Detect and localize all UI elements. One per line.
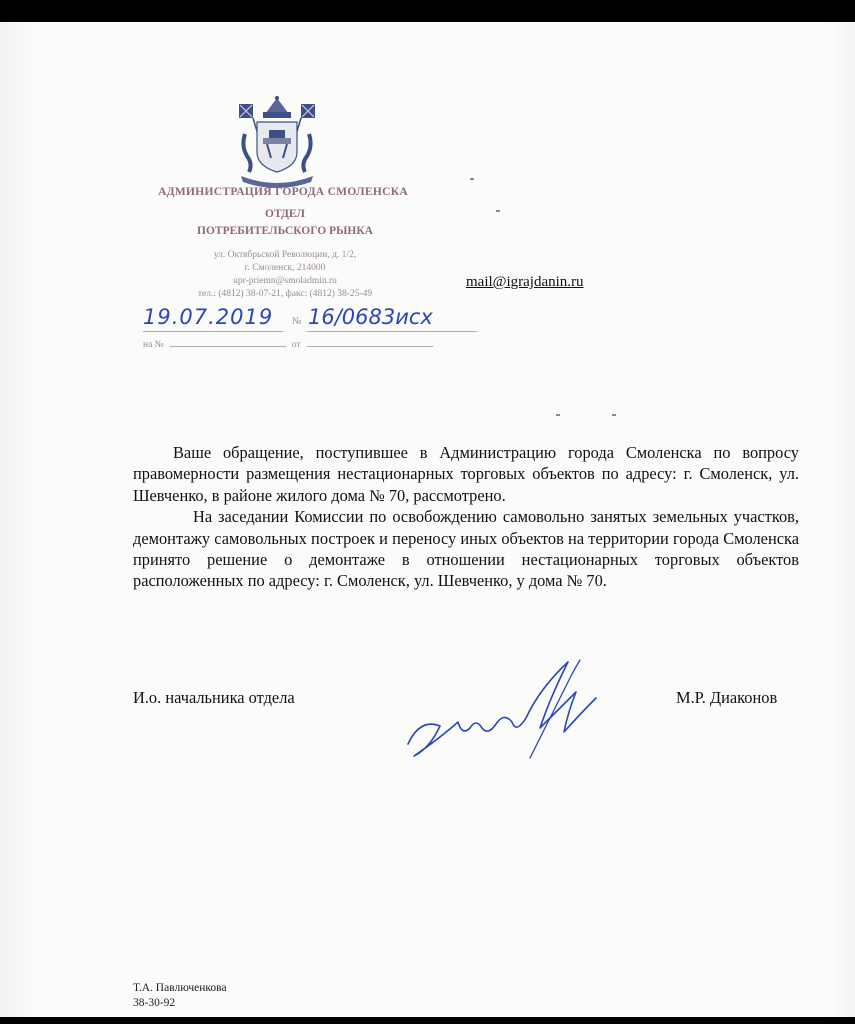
reference-row — [143, 340, 433, 350]
handwritten-signature — [400, 648, 620, 768]
recipient-email[interactable]: mail@igrajdanin.ru — [466, 274, 584, 290]
address-city: г. Смоленск, 214000 — [244, 263, 326, 273]
scan-shadow-left — [0, 22, 40, 1017]
handwritten-date: 19.07.2019 — [143, 305, 274, 329]
ref-date-blank — [307, 346, 433, 347]
number-underline — [307, 331, 477, 332]
executor-name: Т.А. Павлюченкова — [133, 982, 227, 994]
ref-number-label: на № — [143, 340, 164, 350]
redaction-artifact — [470, 178, 474, 180]
redaction-artifact — [496, 210, 500, 212]
address-phone-fax: тел.: (4812) 38-07-21, факс: (4812) 38-25-49 — [197, 289, 373, 299]
executor-phone: 38-30-92 — [133, 997, 176, 1009]
department-name: ПОТРЕБИТЕЛЬСКОГО РЫНКА — [197, 225, 373, 237]
address-street: ул. Октябрьской Революции, д. 1/2, — [213, 250, 357, 260]
date-underline — [143, 331, 283, 332]
signatory-name: М.Р. Диаконов — [676, 688, 778, 707]
ref-number-blank — [170, 346, 286, 347]
number-label: № — [292, 316, 302, 327]
department-label: ОТДЕЛ — [265, 208, 305, 220]
address-email: upr-priemn@smoladmin.ru — [233, 276, 337, 286]
organization-name: АДМИНИСТРАЦИЯ ГОРОДА СМОЛЕНСКА — [158, 186, 408, 198]
redaction-artifact — [612, 414, 616, 416]
body-paragraph-2: На заседании Комиссии по освобождению самовольно занятых земельных участков, демонтажу самовольных построек и переносу иных объектов на территории города Смоленска принято решение о демонтаже в отношении нестационарных торговых объектов расположенных по адресу: г. Смоленск, ул. Шевченко, у дома № 70. — [133, 507, 799, 591]
body-paragraph-1: Ваше обращение, поступившее в Администрацию города Смоленска по вопросу правомерности размещения нестационарных торговых объектов по адресу: г. Смоленск, ул. Шевченко, в районе жилого дома № 70, рассмотрено. — [133, 443, 799, 505]
signatory-title: И.о. начальника отдела — [133, 688, 295, 707]
coat-of-arms-emblem — [237, 94, 317, 190]
redaction-artifact — [556, 414, 560, 416]
letter-body — [133, 442, 799, 592]
handwritten-outgoing-number: 16/0683исх — [308, 305, 433, 329]
letter-page — [0, 22, 855, 1017]
ref-from-label: от — [291, 340, 301, 350]
scan-shadow-right — [825, 22, 855, 1017]
